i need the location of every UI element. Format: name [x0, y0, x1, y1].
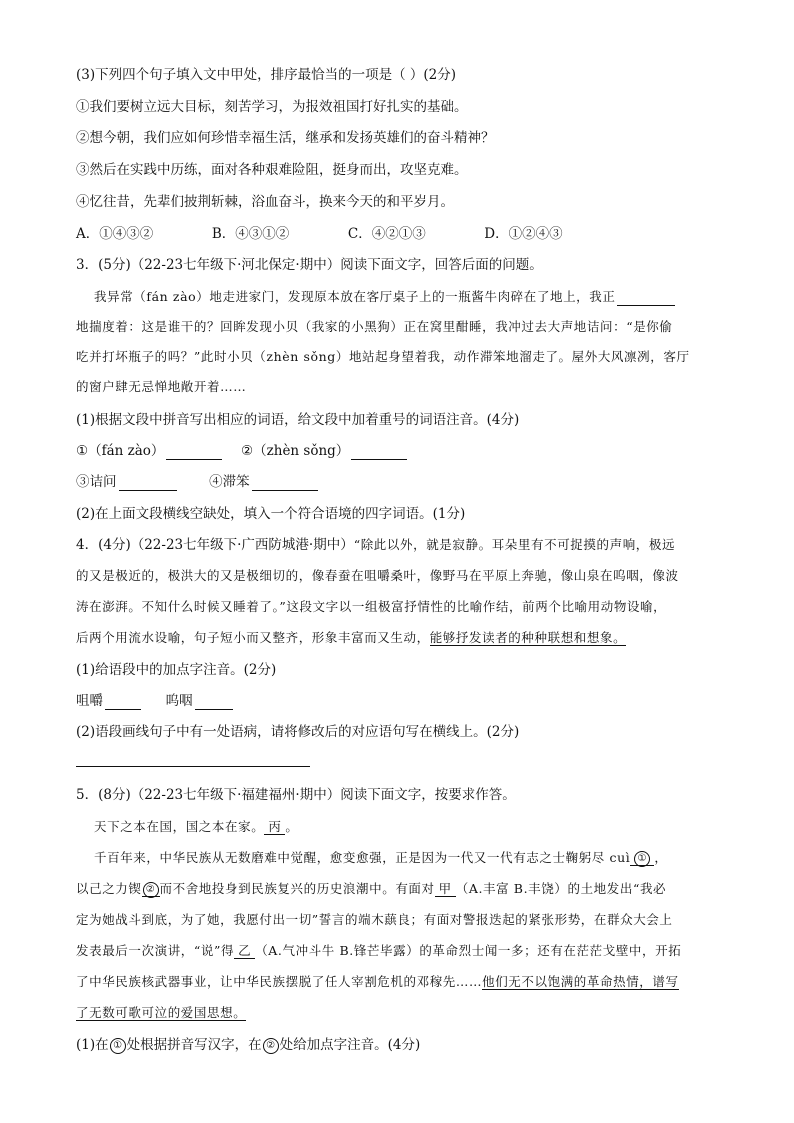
q4-passage-text: “除此以外，就是寂静。耳朵里有不可捉摸的声响，极远 [353, 537, 676, 552]
circled-number-2: ② [263, 1038, 279, 1054]
q5-passage-line [76, 1004, 246, 1022]
q5-passage-text: 了中华民族核武器事业，让中华民族摆脱了任人宰割危机的邓稼先…… [76, 974, 483, 989]
q5-passage-line [76, 880, 666, 898]
q5-passage-line: 定为她战斗到底，为了她，我愿付出一切”誓言的端木蕻良；有面对警报迭起的紧张形势，在群众大会上 [76, 912, 673, 927]
option-d: D．①②④③ [484, 226, 563, 242]
word-wuyan: 呜咽 [165, 693, 193, 709]
word-jujue: 咀嚼 [76, 693, 103, 709]
marked-char-2 [142, 881, 160, 897]
q3-passage-line [94, 288, 677, 306]
q4-sub1: (1)给语段中的加点字注音。(2分) [76, 662, 277, 678]
blank-jia[interactable]: 甲 [435, 881, 456, 897]
answer-blank[interactable] [252, 476, 318, 491]
q5-passage-text: 而不舍地投身到民族复兴的历史浪潮中。有面对 [159, 881, 435, 896]
q5-passage-line [76, 973, 679, 991]
q3-answers-row1 [76, 442, 409, 460]
q5-passage-text: ， [654, 850, 668, 865]
q4-sub2: (2)语段画线句子中有一处语病，请将修改后的对应语句写在横线上。(2分) [76, 724, 520, 740]
q5-passage-text: 发表最后一次演讲，“说”得 [76, 943, 235, 958]
pinyin-item-2: ②（zhèn sǒng） [241, 443, 350, 459]
q5-passage-line [76, 942, 681, 960]
q3-passage-line: 吃并打坏瓶子的吗？”此时小贝（zhèn sǒng）地站起身望着我，动作滞笨地溜走了。屋外大风凛冽，客厅 [76, 349, 690, 364]
answer-blank[interactable] [105, 695, 141, 710]
answer-blank[interactable] [166, 445, 222, 460]
q4-passage-line [76, 629, 626, 647]
q5-sub1-text: 处根据拼音写汉字，在 [126, 1037, 262, 1053]
pinyin-item-1: ①（fán zào） [76, 443, 165, 459]
q4-passage-line: 的又是极近的，极洪大的又是极细切的，像春蚕在咀嚼桑叶，像野马在平原上奔驰，像山泉在呜咽，像波 [76, 568, 679, 583]
q5-passage-text: （A.丰富 B.丰饶）的土地发出“我必 [455, 881, 667, 896]
q5-passage-text: 以己之力锲 [76, 881, 142, 896]
q3-sub1: (1)根据文段中拼音写出相应的词语，给文段中加着重号的词语注音。(4分) [76, 412, 520, 428]
q3-sub2: (2)在上面文段横线空缺处，填入一个符合语境的四字词语。(1分) [76, 506, 466, 522]
answer-blank[interactable] [617, 291, 675, 306]
answer-blank[interactable] [351, 445, 407, 460]
underlined-sentence: 他们无不以饱满的革命热情，谱写 [482, 974, 679, 989]
q4-passage-line: 涛在澎湃。不知什么时候又睡着了。”这段文字以一组极富抒情性的比喻作结，前两个比喻用动物设喻， [76, 599, 667, 614]
q4-heading: 4．(4分)（22-23七年级下·广西防城港·期中） [76, 537, 354, 553]
circled-number-1: ① [634, 851, 650, 867]
answer-line[interactable] [76, 766, 310, 767]
q5-sub1-text: 处给加点字注音。(4分) [279, 1037, 421, 1053]
sentence-4: ④忆往昔，先辈们披荆斩棘，浴血奋斗，换来今天的和平岁月。 [76, 194, 454, 210]
circled-number-2: ② [143, 882, 159, 898]
option-b: B．④③①② [211, 226, 290, 242]
q4-passage-text: 后两个用流水设喻，句子短小而又整齐，形象丰富而又生动， [76, 630, 430, 645]
q5-passage-line [94, 849, 667, 867]
underlined-sentence: 了无数可歌可泣的爱国思想。 [76, 1005, 247, 1020]
answer-blank[interactable] [195, 695, 233, 710]
word-item-4: ④滞笨 [209, 474, 250, 490]
q3-passage-line: 地揣度着：这是谁干的？回眸发现小贝（我家的小黑狗）正在窝里酣睡，我冲过去大声地诘问：“是你偷 [76, 319, 673, 334]
blank-1[interactable] [630, 850, 654, 866]
q3-answers-row2 [76, 473, 320, 491]
options-row [76, 225, 563, 243]
q3-passage-line: 的窗户肆无忌惮地敞开着…… [76, 379, 247, 394]
q5-passage-line [94, 818, 299, 836]
option-a: A．①④③② [76, 226, 154, 242]
answer-blank[interactable] [119, 476, 177, 491]
q5-passage-text: （A.气冲斗牛 B.锋芒毕露）的革命烈士闻一多；还有在茫茫戈壁中，开拓 [255, 943, 682, 958]
q5-heading: 5．(8分)（22-23七年级下·福建福州·期中）阅读下面文字，按要求作答。 [76, 787, 516, 803]
sentence-3: ③然后在实践中历练，面对各种艰难险阻，挺身而出，攻坚克难。 [76, 162, 468, 178]
q5-passage-text: 。 [285, 819, 299, 834]
q5-sub1 [76, 1036, 420, 1054]
q4-heading-line [76, 536, 675, 554]
circled-number-1: ① [110, 1038, 126, 1054]
q3-passage-text: 我异常（fán zào）地走进家门，发现原本放在客厅桌子上的一瓶酱牛肉碎在了地上，我正 [94, 289, 616, 304]
q3-heading: 3．(5分)（22-23七年级下·河北保定·期中）阅读下面文字，回答后面的问题。 [76, 257, 543, 273]
q2-3-stem: (3)下列四个句子填入文中甲处，排序最恰当的一项是（ ）(2分) [76, 67, 457, 83]
blank-bing[interactable]: 丙 [264, 819, 285, 835]
q5-sub1-text: (1)在 [76, 1037, 109, 1053]
underlined-sentence: 能够抒发读者的种种联想和想象。 [429, 630, 627, 645]
q4-words-row [76, 692, 235, 710]
word-item-3: ③诘问 [76, 474, 117, 490]
sentence-1: ①我们要树立远大目标，刻苦学习，为报效祖国打好扎实的基础。 [76, 99, 468, 115]
option-c: C．④②①③ [347, 226, 426, 242]
q5-passage-text: 千百年来，中华民族从无数磨难中觉醒，愈变愈强，正是因为一代又一代有志之士鞠躬尽 cuì [94, 850, 631, 865]
q5-passage-text: 天下之本在国，国之本在家。 [94, 819, 265, 834]
sentence-2: ②想今朝，我们应如何珍惜幸福生活，继承和发扬英雄们的奋斗精神？ [76, 130, 495, 146]
blank-yi[interactable]: 乙 [234, 943, 255, 959]
